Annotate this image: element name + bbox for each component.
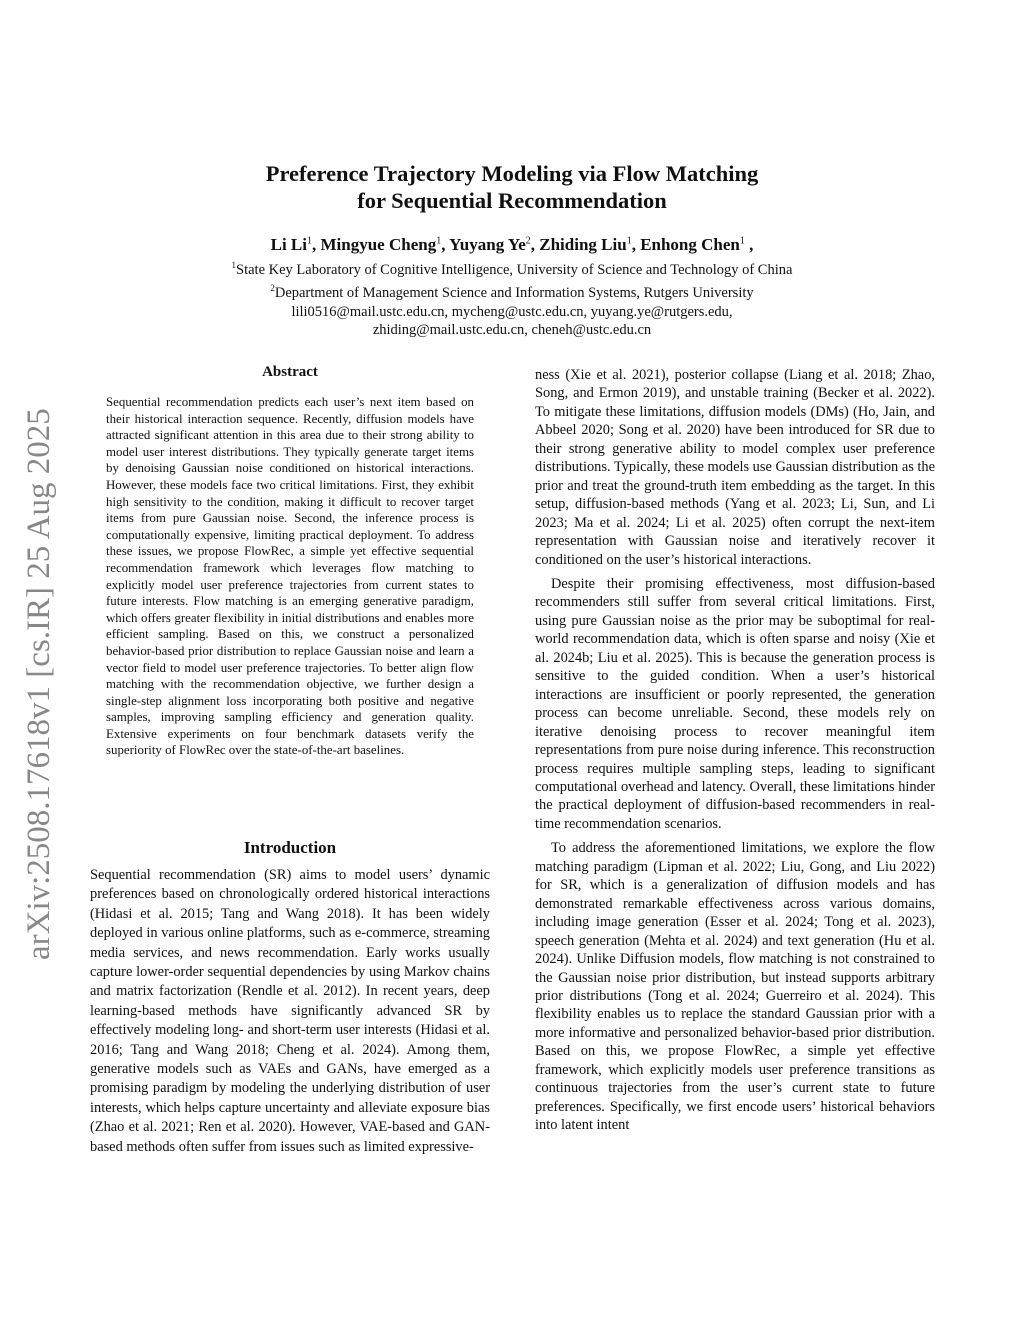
right-column xyxy=(535,366,935,1135)
author: Mingyue Cheng$^1$, xyxy=(320,234,450,254)
affiliation-1: $^1$State Key Laboratory of Cognitive Intelligence, University of Science and Technology of China xyxy=(231,260,793,278)
title-line-2: for Sequential Recommendation xyxy=(357,188,667,213)
introduction-paragraph-1-continued: ness (Xie et al. 2021), posterior collapse (Liang et al. 2018; Zhao, Song, and Ermon 2019), and unstable training (Becker et al. 2022). To mitigate these limitations, diffusion models (DMs) (Ho, Jain, and Abbeel 2020; Song et al. 2020) have been introduced for SR due to their strong generative ability to model complex user preference distributions. Typically, these models use Gaussian distribution as the prior and treat the ground-truth item embedding as the target. In this setup, diffusion-based methods (Yang et al. 2023; Li, Sun, and Li 2023; Ma et al. 2024; Li et al. 2025) often corrupt the next-item representation with Gaussian noise and iteratively recover it conditioned on the user’s historical interactions. xyxy=(535,367,935,568)
emails-line-1: lili0516@mail.ustc.edu.cn, mycheng@ustc.edu.cn, yuyang.ye@rutgers.edu, xyxy=(291,303,733,320)
paper-title xyxy=(0,160,1024,214)
author: Li Li$^1$, xyxy=(270,234,321,254)
arxiv-identifier: arXiv:2508.17618v1 [cs.IR] 25 Aug 2025 xyxy=(21,408,57,960)
introduction-paragraph-1: Sequential recommendation (SR) aims to model users’ dynamic preferences based on chronologically ordered historical interactions (Hidasi et al. 2015; Tang and Wang 2018). It has been widely deployed in various online platforms, such as e-commerce, streaming media services, and news recommendation. Early works usually capture lower-order sequential dependencies by using Markov chains and matrix factorization (Rendle et al. 2012). In recent years, deep learning-based methods have significantly advanced SR by effectively modeling long- and short-term user interests (Hidasi et al. 2016; Tang and Wang 2018; Cheng et al. 2024). Among them, generative models such as VAEs and GANs, have emerged as a promising paradigm by modeling the underlying distribution of user interests, which helps capture uncertainty and alleviate exposure bias (Zhao et al. 2021; Ren et al. 2020). However, VAE-based and GAN-based methods often suffer from issues such as limited expressive- xyxy=(90,867,490,1155)
affiliation-2: $^2$Department of Management Science and Information Systems, Rutgers University xyxy=(270,283,754,302)
abstract-text: Sequential recommendation predicts each user’s next item based on their historical interaction sequence. Recently, diffusion models have attracted significant attention in this area due to their strong ability to model user interest distributions. They typically generate target items by denoising Gaussian noise conditioned on historical interactions. However, these models face two critical limitations. First, they exhibit high sensitivity to the condition, making it difficult to recover target items from pure Gaussian noise. Second, the inference process is computationally expensive, limiting practical deployment. To address these issues, we propose FlowRec, a simple yet effective sequential recommendation framework which leverages flow matching to explicitly model user preference trajectories from current states to future interests. Flow matching is an emerging generative paradigm, which offers greater flexibility in initial distributions and enables more efficient sampling. Based on this, we construct a personalized behavior-based prior distribution to replace Gaussian noise and learn a vector field to model user preference trajectories. To better align flow matching with the recommendation objective, we further design a single-step alignment loss incorporating both positive and negative samples, improving sampling efficiency and generation quality. Extensive experiments on four benchmark datasets verify the superiority of FlowRec over the state-of-the-art baselines. xyxy=(106,395,474,758)
title-line-1: Preference Trajectory Modeling via Flow Matching xyxy=(265,161,759,186)
introduction-paragraph-3: To address the aforementioned limitations, we explore the flow matching paradigm (Lipman et al. 2022; Liu, Gong, and Liu 2022) for SR, which is a generalization of diffusion models and has demonstrated remarkable effectiveness across various domains, including image generation (Esser et al. 2024; Tong et al. 2023), speech generation (Mehta et al. 2024) and text generation (Hu et al. 2024). Unlike Diffusion models, flow matching is not constrained to the Gaussian noise prior distribution, but instead supports arbitrary prior distributions (Tong et al. 2024; Guerreiro et al. 2024). This flexibility enables us to replace the standard Gaussian prior with a more informative and personalized behavior-based prior distribution. Based on this, we propose FlowRec, a simple yet effective framework, which explicitly models user preference transitions as continuous trajectories from the user’s current state to future preferences. Specifically, we first encode users’ historical behaviors into latent intent xyxy=(535,840,935,1134)
introduction-paragraph-2: Despite their promising effectiveness, most diffusion-based recommenders still suffer from several critical limitations. First, using pure Gaussian noise as the prior may be suboptimal for real-world recommendation data, which is often sparse and noisy (Xie et al. 2024b; Liu et al. 2025). This is because the generation process is sensitive to the guided condition. When a user’s historical interactions are insufficient or poorly represented, the generation process can become unreliable. Second, these models rely on iterative denoising process to recover meaningful item representations from pure noise during inference. This reconstruction process requires multiple sampling steps, leading to significant computational overhead and latency. Overall, these limitations hinder the practical deployment of diffusion-based recommenders in real-time recommendation scenarios. xyxy=(535,575,935,832)
author-list xyxy=(0,230,1024,256)
abstract-heading: Abstract xyxy=(262,364,318,380)
introduction-heading: Introduction xyxy=(243,838,337,857)
author: Enhong Chen$^1$ , xyxy=(640,234,754,254)
author: Yuyang Ye$^2$, xyxy=(449,234,540,254)
author: Zhiding Liu$^1$, xyxy=(539,234,641,254)
emails-line-2: zhiding@mail.ustc.edu.cn, cheneh@ustc.edu.cn xyxy=(372,322,652,339)
affiliations xyxy=(0,256,1024,340)
